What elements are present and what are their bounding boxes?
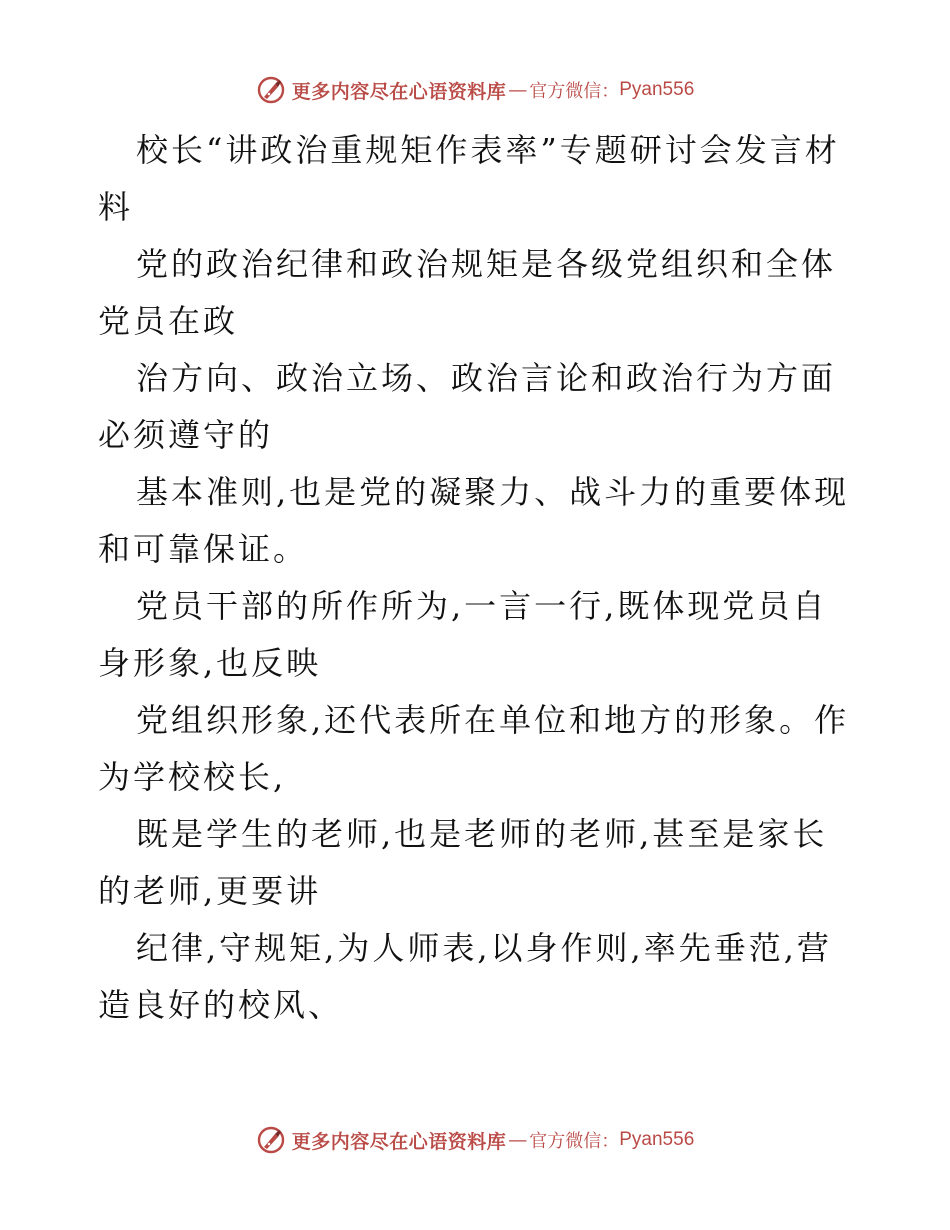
paragraph-line: 治方向、政治立场、政治言论和政治行为方面必须遵守的 [98,359,837,454]
header-contact-id: Pyan556 [619,79,695,100]
paragraph-line: 基本准则,也是党的凝聚力、战斗力的重要体现和可靠保证。 [98,473,850,568]
pen-nib-logo-icon [256,1125,286,1155]
header-banner [0,70,950,110]
document-title: 校长“讲政治重规矩作表率”专题研讨会发言材料 [98,131,840,226]
paragraph-line: 党的政治纪律和政治规矩是各级党组织和全体党员在政 [98,245,837,340]
document-body [98,122,858,1034]
footer-site-text: 更多内容尽在心语资料库 [291,1130,507,1153]
footer-separator: — [508,1129,528,1151]
paragraph-line: 党组织形象,还代表所在单位和地方的形象。作为学校校长, [98,701,850,796]
header-separator: — [508,79,528,101]
header-contact-label: 官方微信： [529,81,620,102]
footer-contact-label: 官方微信： [529,1131,620,1152]
pen-nib-logo-icon [256,75,286,105]
paragraph-line: 既是学生的老师,也是老师的老师,甚至是家长的老师,更要讲 [98,815,828,910]
header-site-text: 更多内容尽在心语资料库 [291,80,507,103]
footer-contact-id: Pyan556 [619,1129,695,1150]
paragraph-line: 纪律,守规矩,为人师表,以身作则,率先垂范,营造良好的校风、 [98,929,832,1024]
paragraph-line: 党员干部的所作所为,一言一行,既体现党员自身形象,也反映 [98,587,828,682]
footer-banner [0,1120,950,1160]
